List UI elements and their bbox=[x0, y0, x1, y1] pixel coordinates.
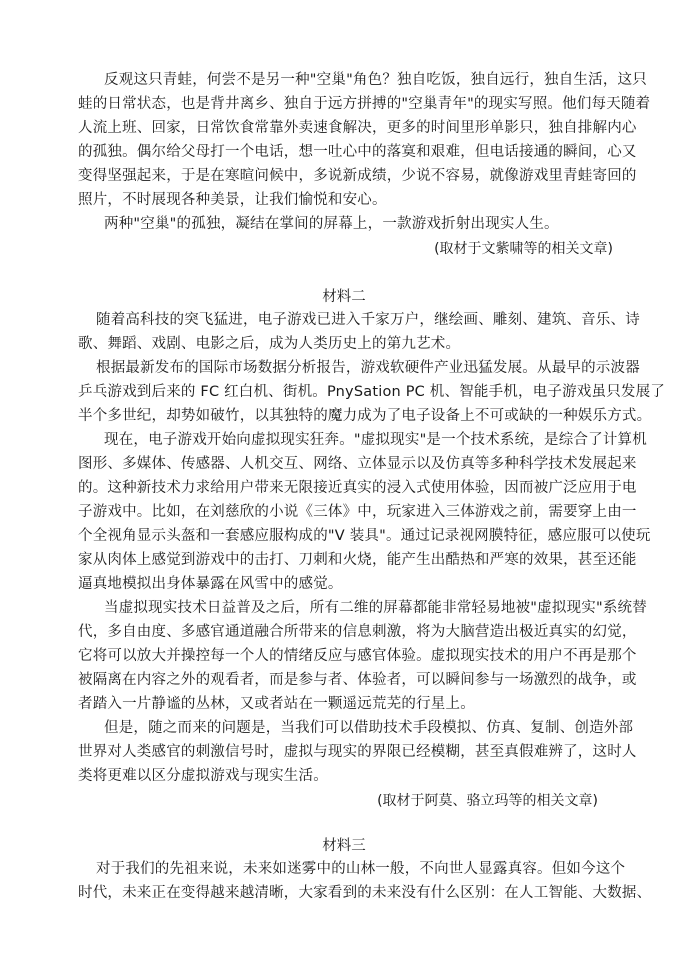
text-line: 子游戏中。比如，在刘慈欣的小说《三体》中，玩家进入三体游戏之前，需要穿上由一 bbox=[78, 504, 637, 520]
section-heading: 材料三 bbox=[322, 838, 366, 854]
text-line: 者踏入一片静谧的丛林，又或者站在一颗遥远荒芜的行星上。 bbox=[78, 696, 475, 712]
text-line: 的。这种新技术力求给用户带来无限接近真实的浸入式使用体验，因而被广泛应用于电 bbox=[78, 480, 637, 496]
text-line: 代，多自由度、多感官通道融合所带来的信息刺激，将为大脑营造出极近真实的幻觉， bbox=[78, 624, 637, 640]
text-line: 图形、多媒体、传感器、人机交互、网络、立体显示以及仿真等多种科学技术发展起来 bbox=[78, 456, 637, 472]
section-heading: 材料二 bbox=[322, 289, 366, 305]
text-line: 反观这只青蛙，何尝不是另一种"空巢"角色？独自吃饭，独自远行，独自生活，这只 bbox=[104, 72, 647, 88]
text-line: 对于我们的先祖来说，未来如迷雾中的山林一般，不向世人显露真容。但如今这个 bbox=[96, 861, 626, 877]
text-line: 半个多世纪，却势如破竹，以其独特的魔力成为了电子设备上不可或缺的一种娱乐方式。 bbox=[78, 408, 652, 424]
text-line: 类将更难以区分虚拟游戏与现实生活。 bbox=[78, 768, 328, 784]
text-line: 逼真地模拟出身体暴露在风雪中的感觉。 bbox=[78, 576, 343, 592]
text-line: 时代，未来正在变得越来越清晰，大家看到的未来没有什么区别：在人工智能、大数据、 bbox=[78, 885, 652, 901]
text-line: 家从肉体上感觉到游戏中的击打、刀刺和火烧，能产生出酷热和严寒的效果，甚至还能 bbox=[78, 552, 637, 568]
text-line: 照片，不时展现各种美景，让我们愉悦和安心。 bbox=[78, 192, 387, 208]
text-line: 但是，随之而来的问题是，当我们可以借助技术手段模拟、仿真、复制、创造外部 bbox=[104, 720, 634, 736]
source-note: (取材于阿莫、骆立玛等的相关文章) bbox=[377, 793, 598, 809]
text-line: 个全视角显示头盔和一套感应服构成的"V 装具"。通过记录视网膜特征，感应服可以使玩 bbox=[78, 528, 651, 544]
text-line: 两种"空巢"的孤独，凝结在掌间的屏幕上，一款游戏折射出现实人生。 bbox=[104, 216, 559, 232]
text-line: 随着高科技的突飞猛进，电子游戏已进入千家万户，继绘画、雕刻、建筑、音乐、诗 bbox=[96, 312, 640, 328]
text-line: 现在，电子游戏开始向虚拟现实狂奔。"虚拟现实"是一个技术系统，是综合了计算机 bbox=[104, 432, 647, 448]
text-line: 被隔离在内容之外的观看者，而是参与者、体验者，可以瞬间参与一场激烈的战争，或 bbox=[78, 672, 637, 688]
text-line: 的孤独。偶尔给父母打一个电话，想一吐心中的落寞和艰难，但电话接通的瞬间，心又 bbox=[78, 144, 637, 160]
text-line: 当虚拟现实技术日益普及之后，所有二维的屏幕都能非常轻易地被"虚拟现实"系统替 bbox=[104, 600, 647, 616]
text-line: 歌、舞蹈、戏剧、电影之后，成为人类历史上的第九艺术。 bbox=[78, 336, 461, 352]
text-line: 乒乓游戏到后来的 FC 红白机、街机。PnySation PC 机、智能手机，电子游戏虽只发展了 bbox=[78, 384, 665, 400]
text-line: 根据最新发布的国际市场数据分析报告，游戏软硬件产业迅猛发展。从最早的示波器 bbox=[96, 360, 640, 376]
text-line: 世界对人类感官的刺激信号时，虚拟与现实的界限已经模糊，甚至真假难辨了，这时人 bbox=[78, 744, 637, 760]
text-line: 它将可以放大并操控每一个人的情绪反应与感官体验。虚拟现实技术的用户不再是那个 bbox=[78, 648, 637, 664]
text-line: 变得坚强起来，于是在寒暄问候中，多说新成绩，少说不容易，就像游戏里青蛙寄回的 bbox=[78, 168, 637, 184]
source-note: (取材于文紫啸等的相关文章) bbox=[434, 241, 613, 257]
text-line: 人流上班、回家，日常饮食常靠外卖速食解决，更多的时间里形单影只，独自排解内心 bbox=[78, 120, 637, 136]
text-line: 蛙的日常状态，也是背井离乡、独自于远方拼搏的"空巢青年"的现实写照。他们每天随着 bbox=[78, 96, 651, 112]
